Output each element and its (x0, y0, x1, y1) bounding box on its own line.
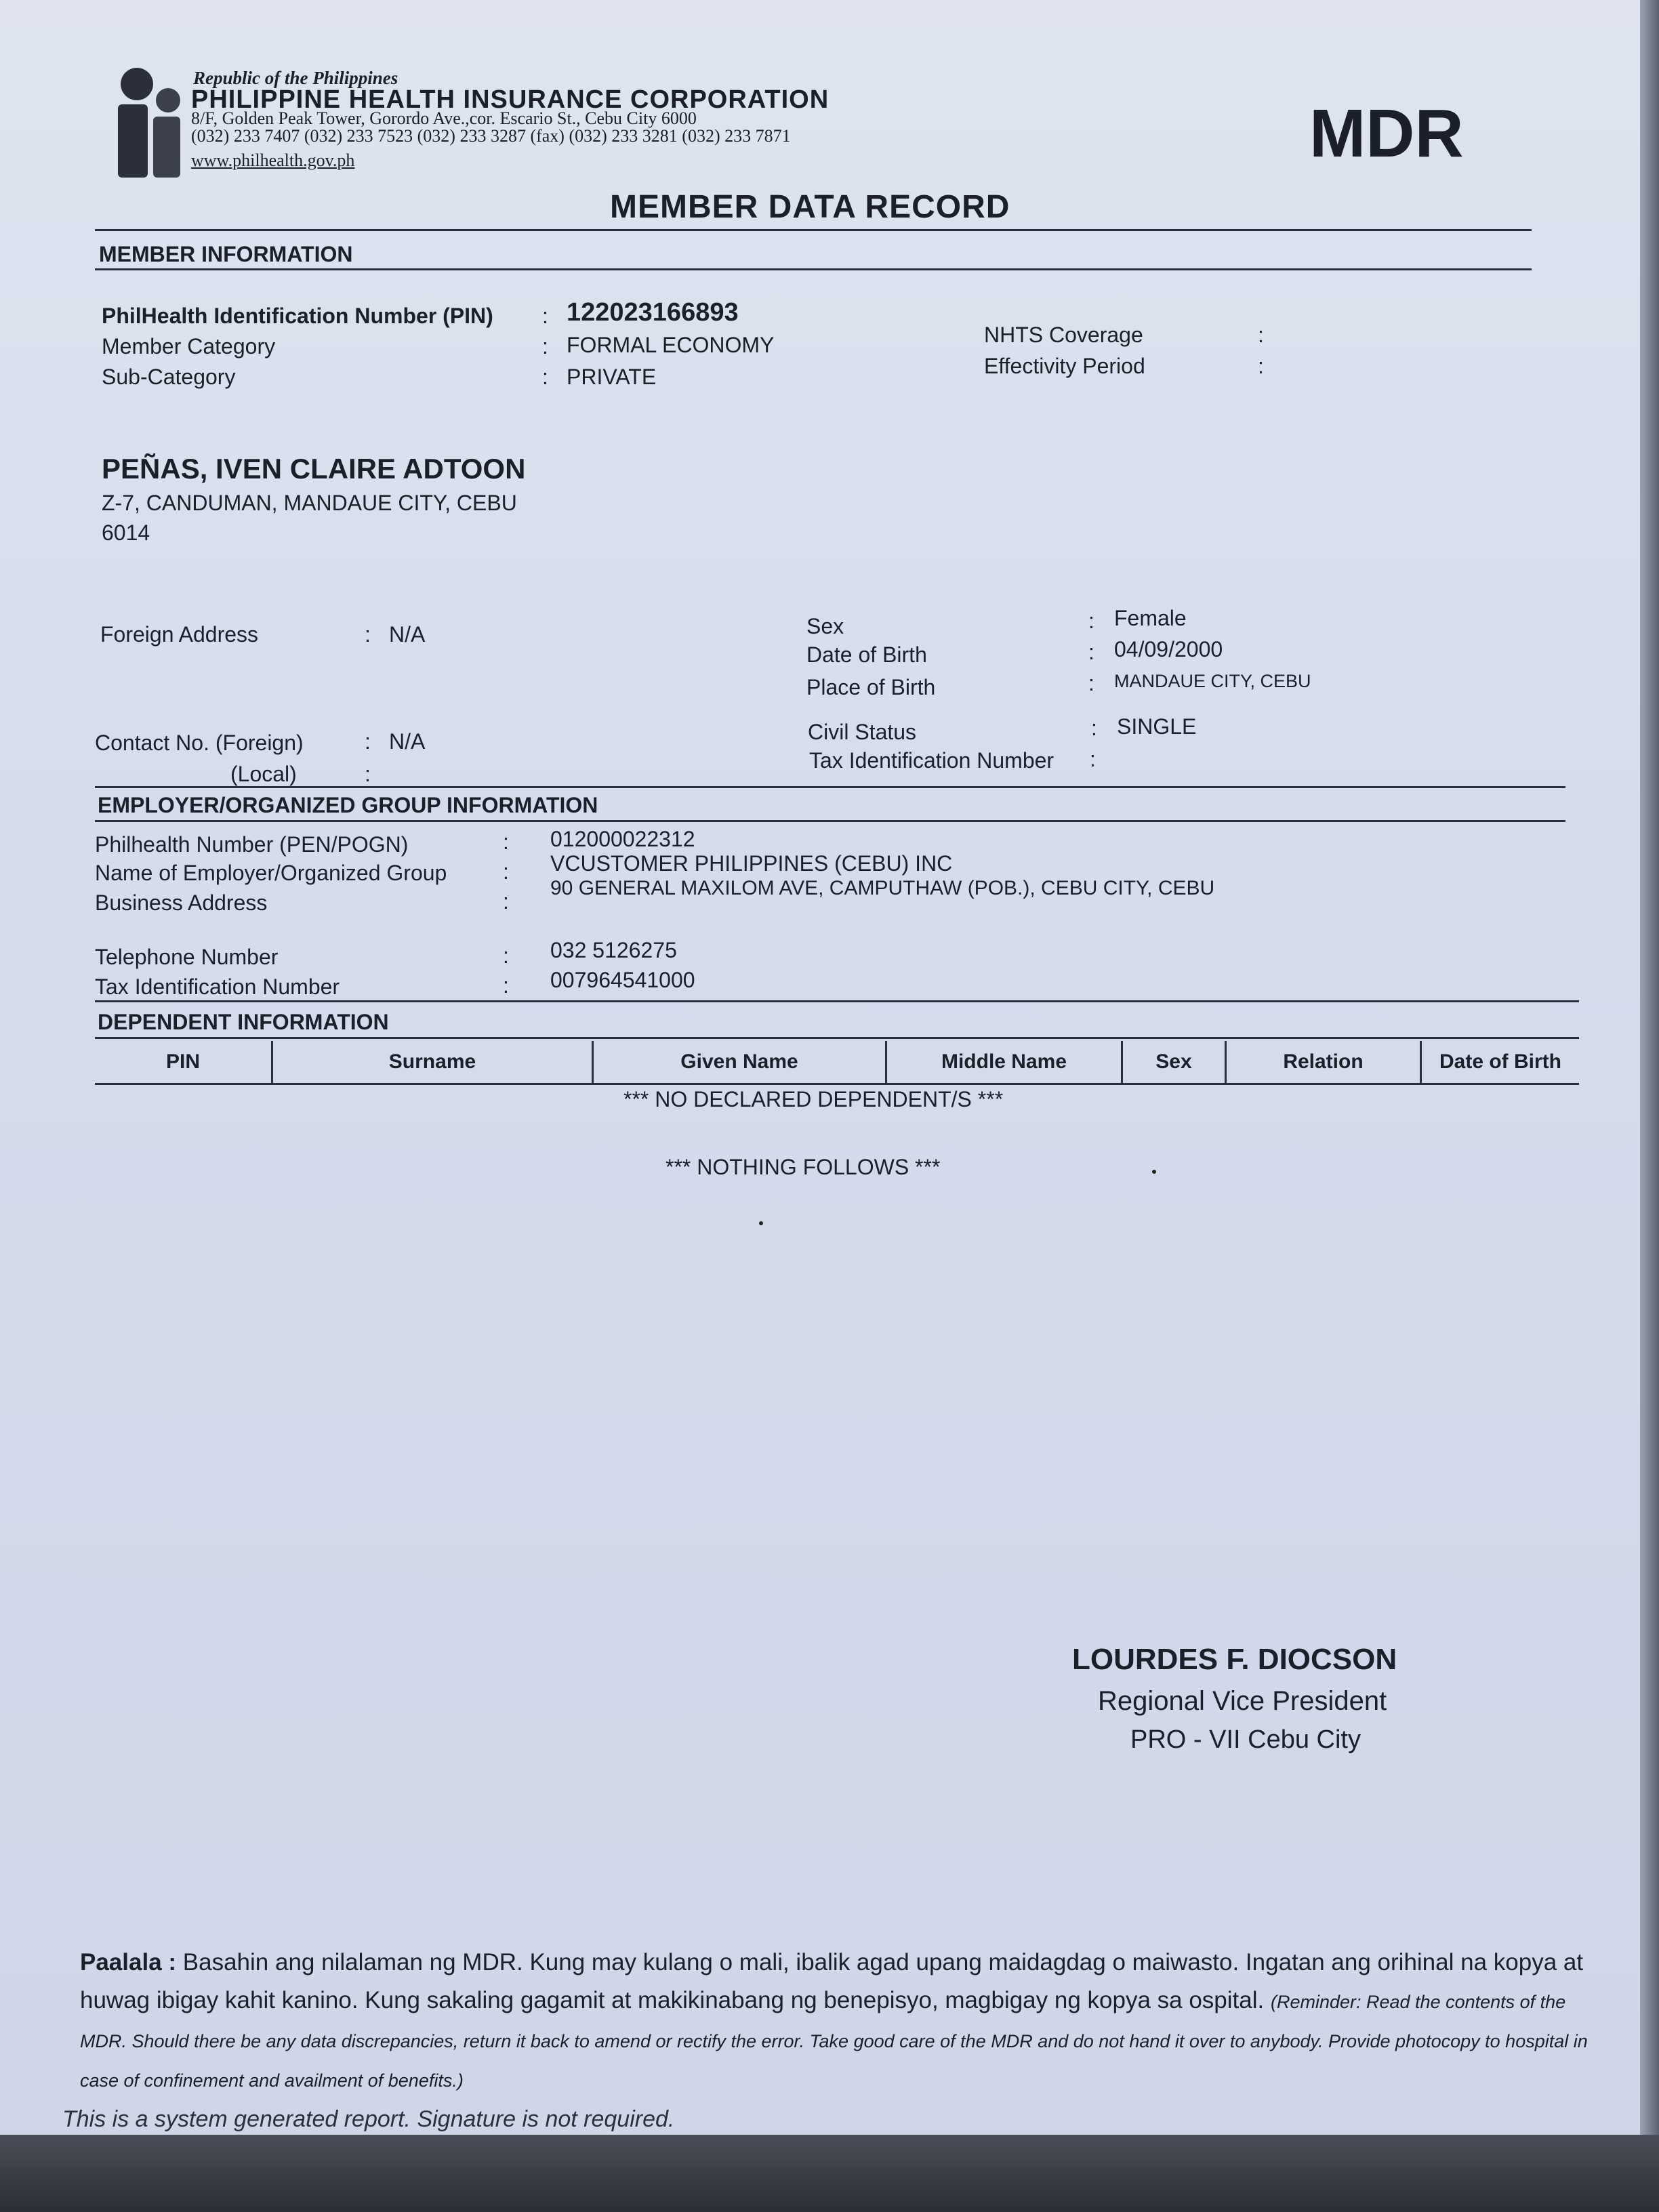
corporation-name: PHILIPPINE HEALTH INSURANCE CORPORATION (191, 85, 830, 114)
colon: : (503, 889, 509, 914)
contact-foreign-label: Contact No. (Foreign) (95, 731, 304, 755)
dob-label: Date of Birth (806, 642, 927, 667)
table-surface (0, 2135, 1659, 2212)
notice-reminder: (Reminder: Read the contents of the MDR. Should there be any data discrepancies, return it back to amend or rectify the error. Take good care of the MDR and do not hand it over to anybody. Provide photocopy to hospital in case of confinement and availment of benefits.) (80, 1992, 1588, 2091)
column-header-surname: Surname (273, 1041, 594, 1083)
member-address-line2: 6014 (102, 520, 150, 545)
employer-name-value: VCUSTOMER PHILIPPINES (CEBU) INC (550, 851, 953, 876)
notice-text: Basahin ang nilalaman ng MDR. Kung may kulang o mali, ibalik agad upang maidagdag o maiwasto. Ingatan ang orihinal na kopya at huwag ibigay kahit kanino. Kung sakaling gagamit at makikinabang ng benepisyo, magbigay ng kopya sa ospital. (80, 1949, 1584, 2013)
philhealth-logo (115, 65, 190, 180)
sex-label: Sex (806, 614, 844, 638)
title-underline (95, 229, 1532, 231)
member-info-heading: MEMBER INFORMATION (99, 242, 353, 266)
no-dependents-message: *** NO DECLARED DEPENDENT/S *** (623, 1087, 1004, 1111)
employer-tin-value: 007964541000 (550, 968, 695, 992)
member-category-value: FORMAL ECONOMY (567, 333, 775, 357)
divider (95, 820, 1565, 822)
civil-status-label: Civil Status (808, 720, 917, 744)
employer-info-heading: EMPLOYER/ORGANIZED GROUP INFORMATION (98, 793, 598, 817)
column-header-given-name: Given Name (594, 1041, 887, 1083)
republic-label: Republic of the Philippines (193, 68, 398, 88)
colon: : (542, 365, 548, 389)
colon: : (365, 762, 371, 786)
colon: : (503, 943, 509, 968)
business-address-label: Business Address (95, 890, 268, 915)
pen-value: 012000022312 (550, 827, 695, 851)
divider (95, 268, 1532, 270)
colon: : (1088, 640, 1094, 664)
colon: : (1258, 354, 1264, 378)
effectivity-period-label: Effectivity Period (984, 354, 1145, 378)
column-header-relation: Relation (1227, 1041, 1422, 1083)
pin-value: 122023166893 (567, 298, 739, 327)
divider (95, 786, 1565, 788)
colon: : (1091, 716, 1097, 740)
website-link[interactable]: www.philhealth.gov.ph (191, 150, 355, 170)
colon: : (365, 729, 371, 754)
member-address-line1: Z-7, CANDUMAN, MANDAUE CITY, CEBU (102, 491, 517, 515)
system-generated-footer: This is a system generated report. Signature is not required. (62, 2106, 675, 2132)
column-header-middle-name: Middle Name (887, 1041, 1123, 1083)
sub-category-value: PRIVATE (567, 365, 657, 389)
page-edge (1640, 0, 1659, 2212)
pin-label: PhilHealth Identification Number (PIN) (102, 304, 493, 328)
dob-value: 04/09/2000 (1114, 637, 1223, 661)
signatory-position: Regional Vice President (1098, 1686, 1387, 1716)
member-tin-label: Tax Identification Number (809, 748, 1054, 773)
sex-value: Female (1114, 606, 1187, 630)
column-header-sex: Sex (1123, 1041, 1227, 1083)
foreign-address-value: N/A (389, 622, 426, 647)
table-top-border (95, 1037, 1579, 1039)
colon: : (503, 859, 509, 884)
corporation-phones: (032) 233 7407 (032) 233 7523 (032) 233 3287 (fax) (032) 233 3281 (032) 233 7871 (191, 126, 791, 146)
ink-speck (1152, 1170, 1156, 1174)
colon: : (1088, 609, 1094, 633)
telephone-value: 032 5126275 (550, 938, 677, 962)
colon: : (365, 622, 371, 647)
page-title: MEMBER DATA RECORD (610, 189, 1010, 225)
notice-label: Paalala : (80, 1949, 177, 1975)
signatory-office: PRO - VII Cebu City (1130, 1725, 1361, 1754)
pen-label: Philhealth Number (PEN/POGN) (95, 832, 409, 857)
colon: : (503, 973, 509, 998)
column-header-pin: PIN (95, 1041, 273, 1083)
colon: : (542, 304, 548, 328)
employer-name-label: Name of Employer/Organized Group (95, 861, 447, 885)
colon: : (503, 830, 509, 854)
dependent-info-heading: DEPENDENT INFORMATION (98, 1010, 389, 1034)
nothing-follows-message: *** NOTHING FOLLOWS *** (665, 1155, 941, 1179)
member-name: PEÑAS, IVEN CLAIRE ADTOON (102, 453, 526, 485)
contact-local-label: (Local) (230, 762, 297, 786)
telephone-label: Telephone Number (95, 945, 279, 969)
ink-speck (759, 1221, 763, 1225)
pob-label: Place of Birth (806, 675, 936, 699)
colon: : (1090, 747, 1096, 771)
contact-foreign-value: N/A (389, 729, 426, 754)
column-header-date-of-birth: Date of Birth (1439, 1050, 1561, 1073)
divider (95, 1000, 1579, 1002)
colon: : (542, 334, 548, 359)
table-header-bottom-border (95, 1083, 1579, 1085)
reminder-notice (80, 1944, 1598, 2100)
signatory-name: LOURDES F. DIOCSON (1072, 1643, 1397, 1676)
pob-value: MANDAUE CITY, CEBU (1114, 671, 1311, 691)
colon: : (1258, 323, 1264, 347)
member-category-label: Member Category (102, 334, 276, 359)
sub-category-label: Sub-Category (102, 365, 236, 389)
mdr-badge: MDR (1309, 96, 1464, 171)
business-address-value: 90 GENERAL MAXILOM AVE, CAMPUTHAW (POB.), CEBU CITY, CEBU (550, 877, 1215, 899)
colon: : (1088, 671, 1094, 695)
corporation-address: 8/F, Golden Peak Tower, Gorordo Ave.,cor. Escario St., Cebu City 6000 (191, 108, 697, 128)
civil-status-value: SINGLE (1117, 714, 1197, 739)
nhts-coverage-label: NHTS Coverage (984, 323, 1143, 347)
foreign-address-label: Foreign Address (100, 622, 259, 647)
employer-tin-label: Tax Identification Number (95, 975, 340, 999)
